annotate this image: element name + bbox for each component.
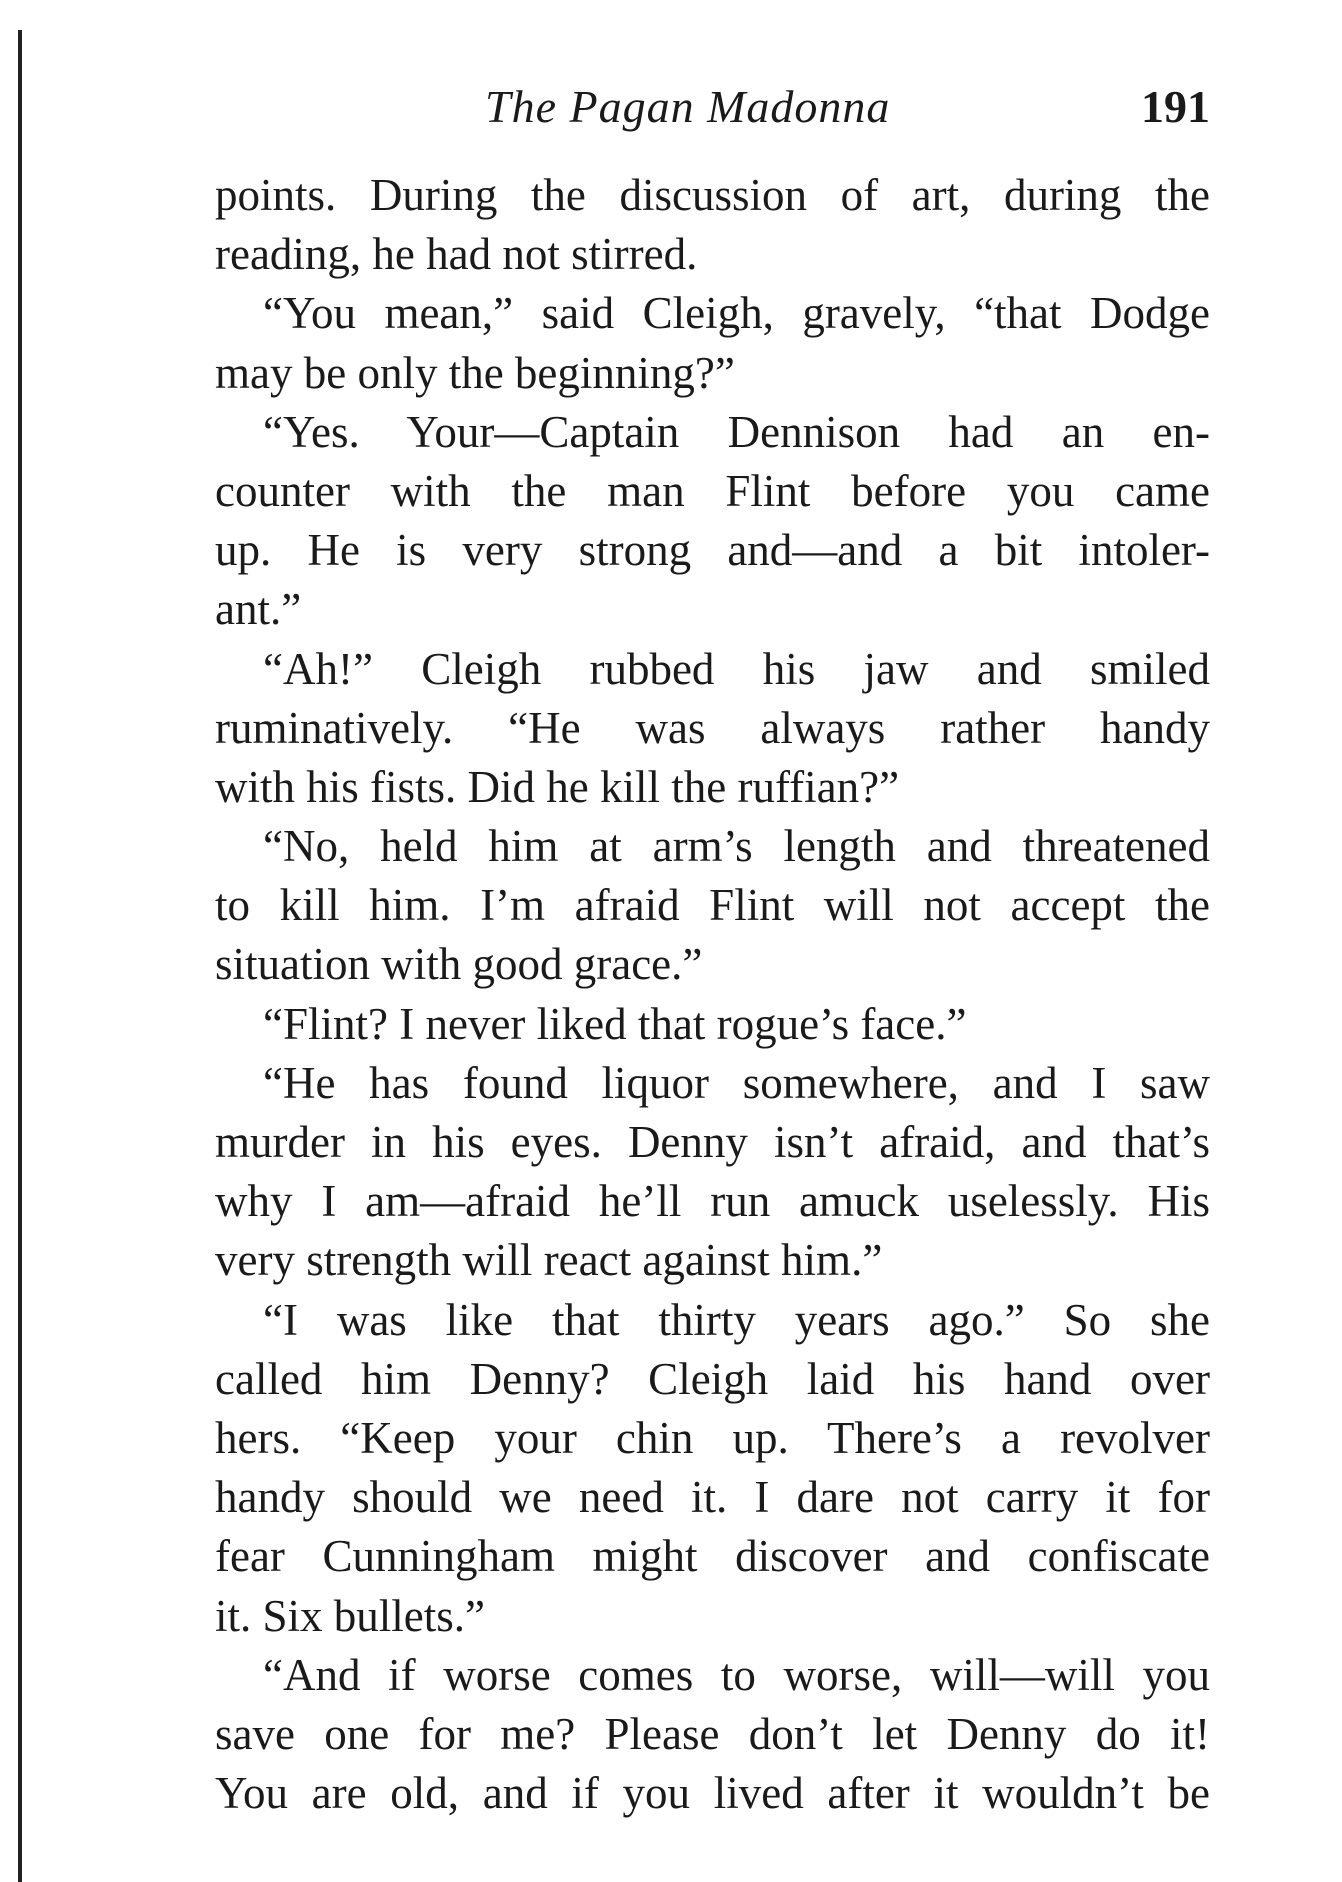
text-line: very strength will react against him.” <box>215 1235 883 1286</box>
text-line: counter with the man Flint before you came <box>215 465 1210 516</box>
text-line: You are old, and if you lived after it wouldn’t be <box>215 1768 1210 1819</box>
text-line: hers. “Keep your chin up. There’s a revolver <box>215 1412 1210 1463</box>
text-line: “And if worse comes to worse, will—will you <box>263 1649 1210 1700</box>
text-line: “Yes. Your—Captain Dennison had an en- <box>263 406 1210 457</box>
text-line: “Flint? I never liked that rogue’s face.” <box>263 998 967 1049</box>
text-line: up. He is very strong and—and a bit intoler- <box>215 525 1210 576</box>
text-line: “He has found liquor somewhere, and I saw <box>263 1057 1210 1108</box>
text-line: with his fists. Did he kill the ruffian?” <box>215 761 900 812</box>
text-line: save one for me? Please don’t let Denny do it! <box>215 1708 1210 1759</box>
text-line: ruminatively. “He was always rather handy <box>215 702 1210 753</box>
text-line: “No, held him at arm’s length and threatened <box>263 821 1210 872</box>
body-text <box>215 166 1210 1823</box>
text-line: why I am—afraid he’ll run amuck uselessly. His <box>215 1176 1210 1227</box>
text-line: situation with good grace.” <box>215 939 703 990</box>
text-line: murder in his eyes. Denny isn’t afraid, and that’s <box>215 1117 1210 1167</box>
text-line: may be only the beginning?” <box>215 347 735 398</box>
running-header <box>215 80 1210 150</box>
text-line: to kill him. I’m afraid Flint will not accept the <box>215 880 1210 931</box>
text-line: handy should we need it. I dare not carry it for <box>215 1472 1210 1523</box>
text-line: called him Denny? Cleigh laid his hand over <box>215 1353 1210 1404</box>
text-line: “I was like that thirty years ago.” So she <box>263 1294 1210 1345</box>
text-line: “Ah!” Cleigh rubbed his jaw and smiled <box>263 643 1210 694</box>
text-line: “You mean,” said Cleigh, gravely, “that Dodge <box>263 288 1210 339</box>
running-title: The Pagan Madonna <box>485 81 891 132</box>
book-page <box>215 80 1210 1823</box>
text-line: it. Six bullets.” <box>215 1590 485 1641</box>
page-gutter-edge <box>18 30 22 1882</box>
text-line: fear Cunningham might discover and confiscate <box>215 1531 1210 1582</box>
text-line: reading, he had not stirred. <box>215 229 698 280</box>
text-line: points. During the discussion of art, during the <box>215 170 1210 220</box>
text-line: ant.” <box>215 584 302 635</box>
page-number: 191 <box>1141 81 1210 132</box>
